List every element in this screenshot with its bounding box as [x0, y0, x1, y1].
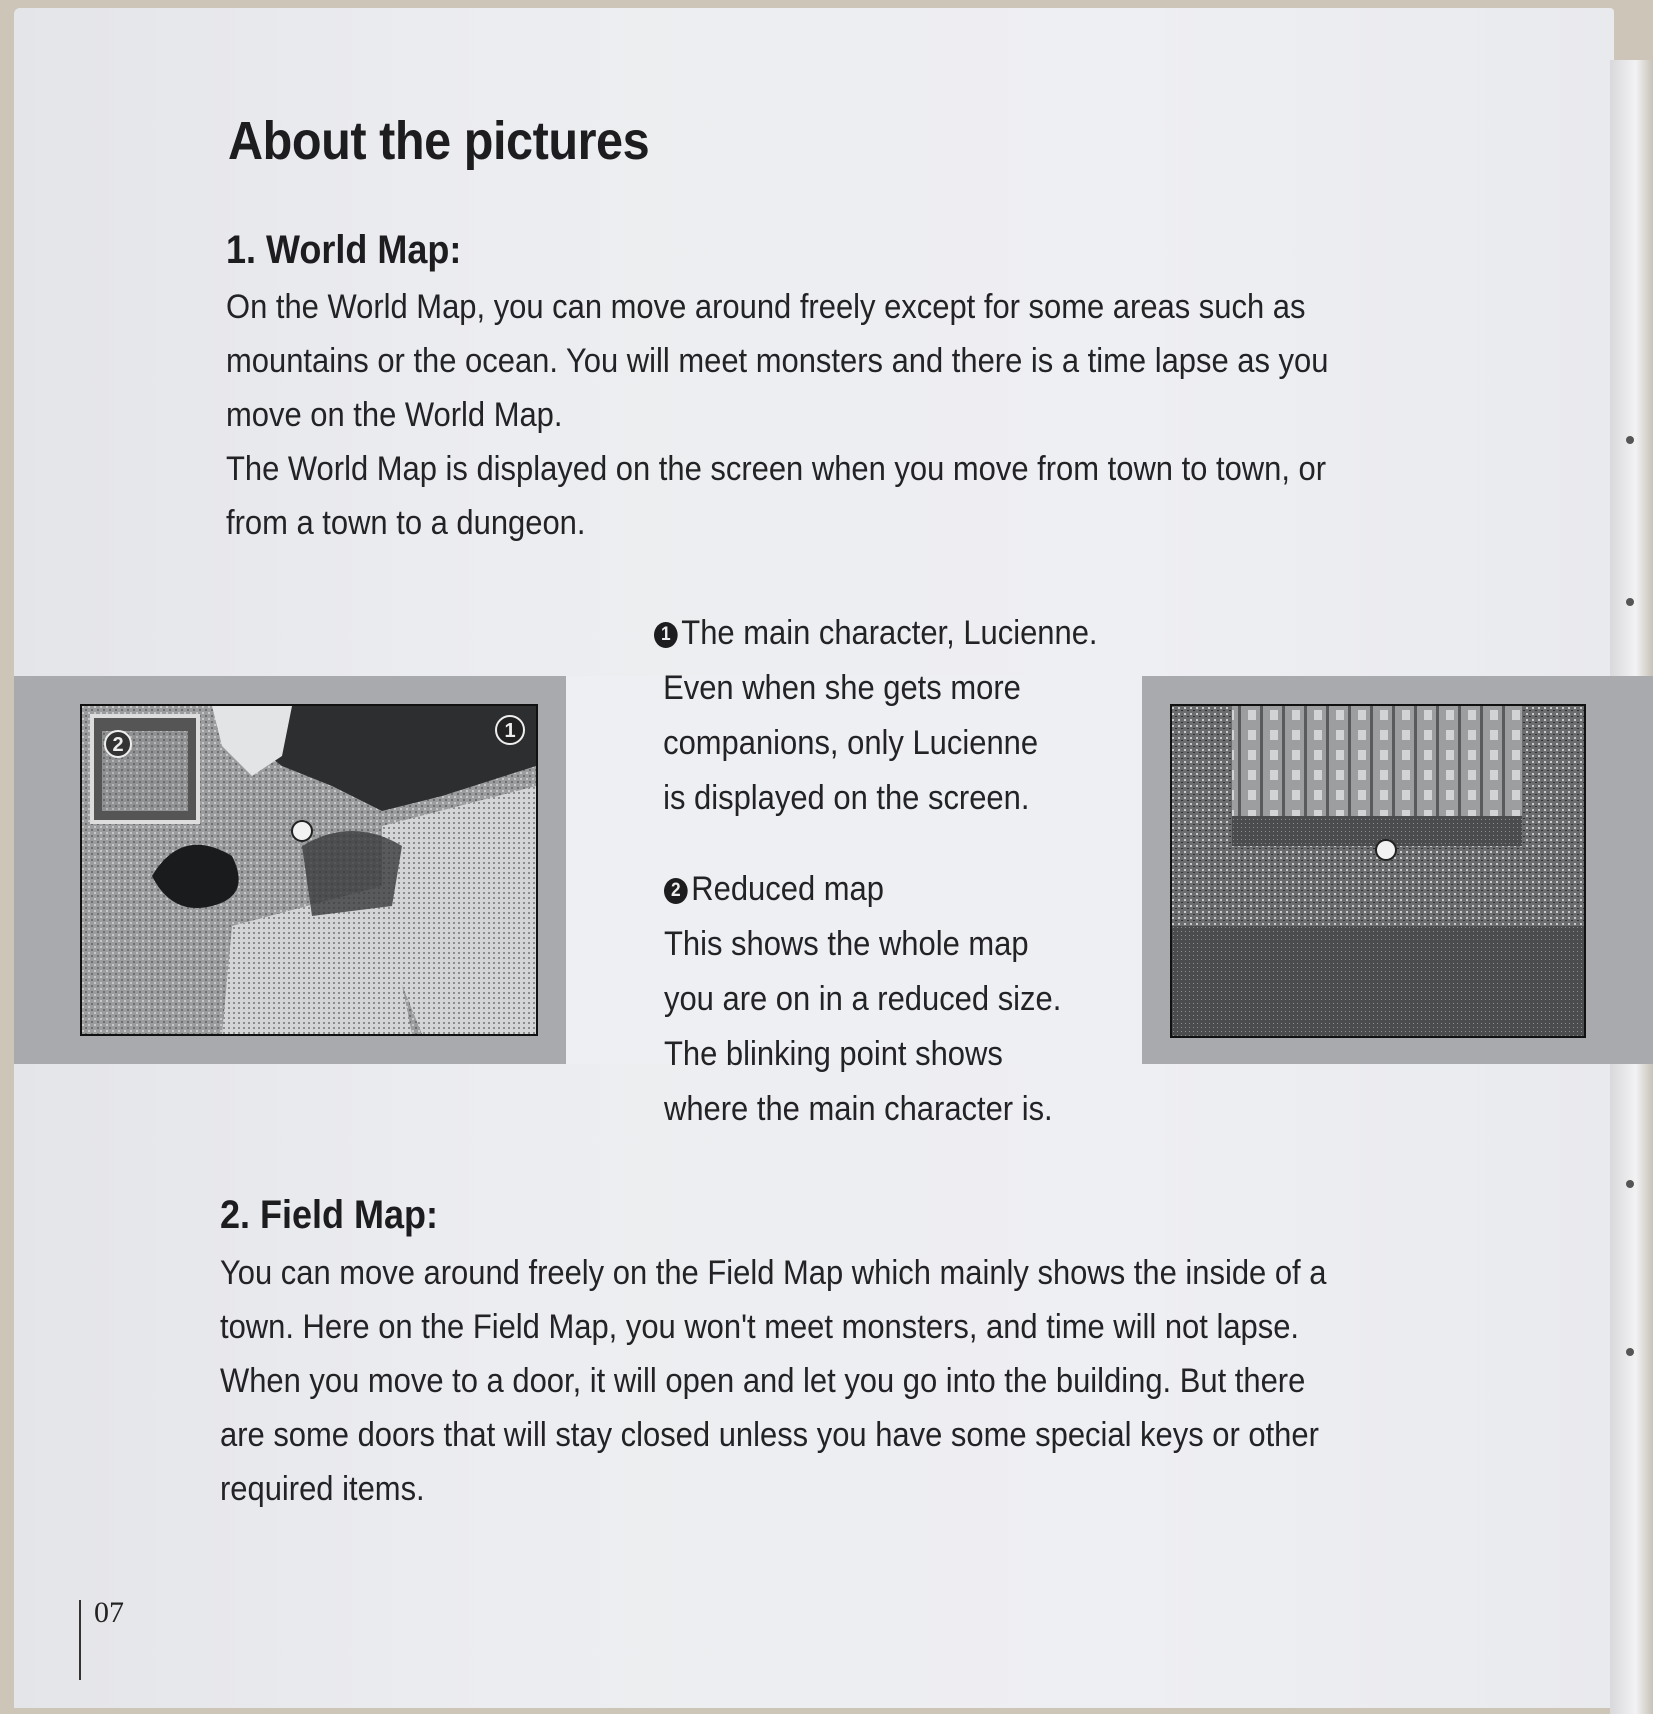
- text-line: The World Map is displayed on the screen when you move from town to town, or: [226, 450, 1327, 488]
- callout-number-1: 1: [654, 622, 678, 648]
- page-title: About the pictures: [228, 111, 650, 171]
- staple: [1626, 1180, 1634, 1188]
- page-number: 07: [94, 1596, 124, 1629]
- callout-line: The main character, Lucienne.: [681, 614, 1098, 652]
- staple: [1626, 1348, 1634, 1356]
- callout-main-character: [654, 606, 1098, 826]
- callout-line: you are on in a reduced size.: [664, 980, 1062, 1018]
- text-line: You can move around freely on the Field Map which mainly shows the inside of a: [220, 1254, 1327, 1292]
- callout-line: where the main character is.: [664, 1090, 1053, 1128]
- page-number-rule: [79, 1600, 81, 1680]
- callout-line: Reduced map: [691, 870, 884, 908]
- text-line: mountains or the ocean. You will meet monsters and there is a time lapse as you: [226, 342, 1329, 380]
- field-map-paragraph: [220, 1246, 1326, 1516]
- callout-line: Even when she gets more: [663, 669, 1021, 707]
- callout-line: This shows the whole map: [664, 925, 1029, 963]
- world-map-screenshot: [80, 704, 538, 1036]
- field-map-screenshot: [1170, 704, 1586, 1038]
- callout-line: The blinking point shows: [664, 1035, 1003, 1073]
- reduced-map-marker: 2: [112, 734, 124, 756]
- main-character-marker: 1: [504, 720, 516, 742]
- text-line: required items.: [220, 1470, 425, 1508]
- staple: [1626, 436, 1634, 444]
- text-line: On the World Map, you can move around freely except for some areas such as: [226, 288, 1306, 326]
- callout-number-2: 2: [664, 878, 688, 904]
- text-line: town. Here on the Field Map, you won't meet monsters, and time will not lapse.: [220, 1308, 1300, 1346]
- text-line: are some doors that will stay closed unless you have some special keys or other: [220, 1416, 1319, 1454]
- world-map-paragraph: [226, 280, 1328, 550]
- staple: [1626, 598, 1634, 606]
- text-line: move on the World Map.: [226, 396, 563, 434]
- field-map-heading: 2. Field Map:: [220, 1193, 439, 1237]
- text-line: When you move to a door, it will open and let you go into the building. But there: [220, 1362, 1306, 1400]
- text-line: from a town to a dungeon.: [226, 504, 586, 542]
- world-map-heading: 1. World Map:: [226, 228, 462, 272]
- callout-line: companions, only Lucienne: [663, 724, 1039, 762]
- callout-line: is displayed on the screen.: [663, 779, 1030, 817]
- callout-reduced-map: [664, 862, 1061, 1137]
